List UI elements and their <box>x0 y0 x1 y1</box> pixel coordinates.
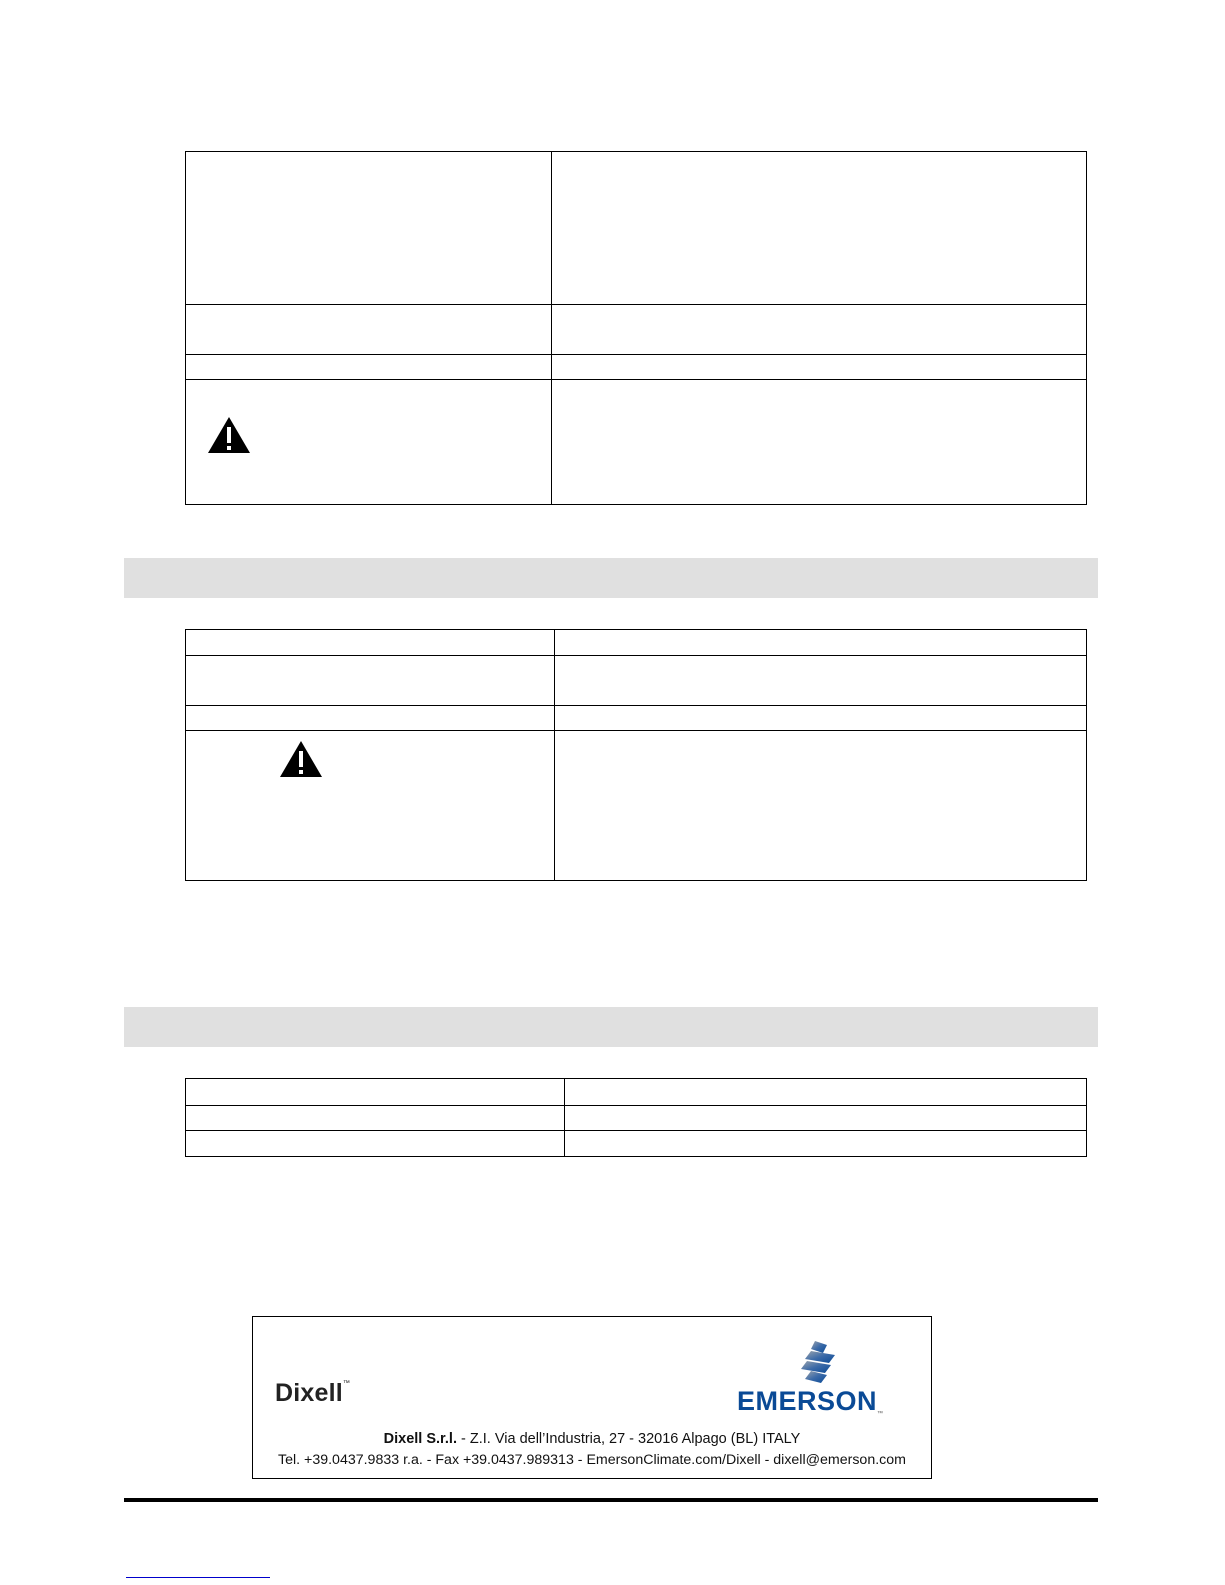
company-address: - Z.I. Via dell’Industria, 27 - 32016 Alpago (BL) ITALY <box>456 1431 801 1447</box>
hyperlink-underline[interactable] <box>126 1577 270 1578</box>
dixell-logo <box>275 1379 350 1408</box>
table-1-row-line <box>186 379 1086 380</box>
dixell-trademark: ™ <box>342 1380 351 1387</box>
section-header-band <box>124 1007 1098 1047</box>
table-2-row-line <box>186 730 1086 731</box>
company-name: Dixell S.r.l. <box>383 1431 457 1447</box>
warning-triangle-icon <box>207 416 251 454</box>
emerson-logo-mark-icon <box>801 1341 837 1385</box>
emerson-trademark: ™ <box>877 1411 884 1417</box>
company-contact-line: Tel. +39.0437.9833 r.a. - Fax +39.0437.989313 - EmersonClimate.com/Dixell - dixell@emerson.com <box>278 1452 906 1468</box>
table-3-row-line <box>186 1130 1086 1131</box>
emerson-logo-text: EMERSON <box>737 1386 878 1416</box>
table-3-divider <box>564 1079 565 1156</box>
dixell-logo-text: Dixell <box>275 1379 343 1407</box>
table-2-divider <box>554 630 555 880</box>
table-2-row-line <box>186 655 1086 656</box>
table-1 <box>185 151 1087 505</box>
company-footer <box>252 1316 932 1479</box>
warning-triangle-icon <box>279 740 323 778</box>
table-1-row-line <box>186 304 1086 305</box>
table-2 <box>185 629 1087 881</box>
table-1-row-line <box>186 354 1086 355</box>
emerson-logo <box>737 1386 884 1417</box>
company-address-line <box>253 1431 931 1447</box>
page-bottom-rule <box>124 1498 1098 1502</box>
table-2-row-line <box>186 705 1086 706</box>
table-3 <box>185 1078 1087 1157</box>
section-header-band <box>124 558 1098 598</box>
table-3-row-line <box>186 1105 1086 1106</box>
table-1-divider <box>551 152 552 504</box>
